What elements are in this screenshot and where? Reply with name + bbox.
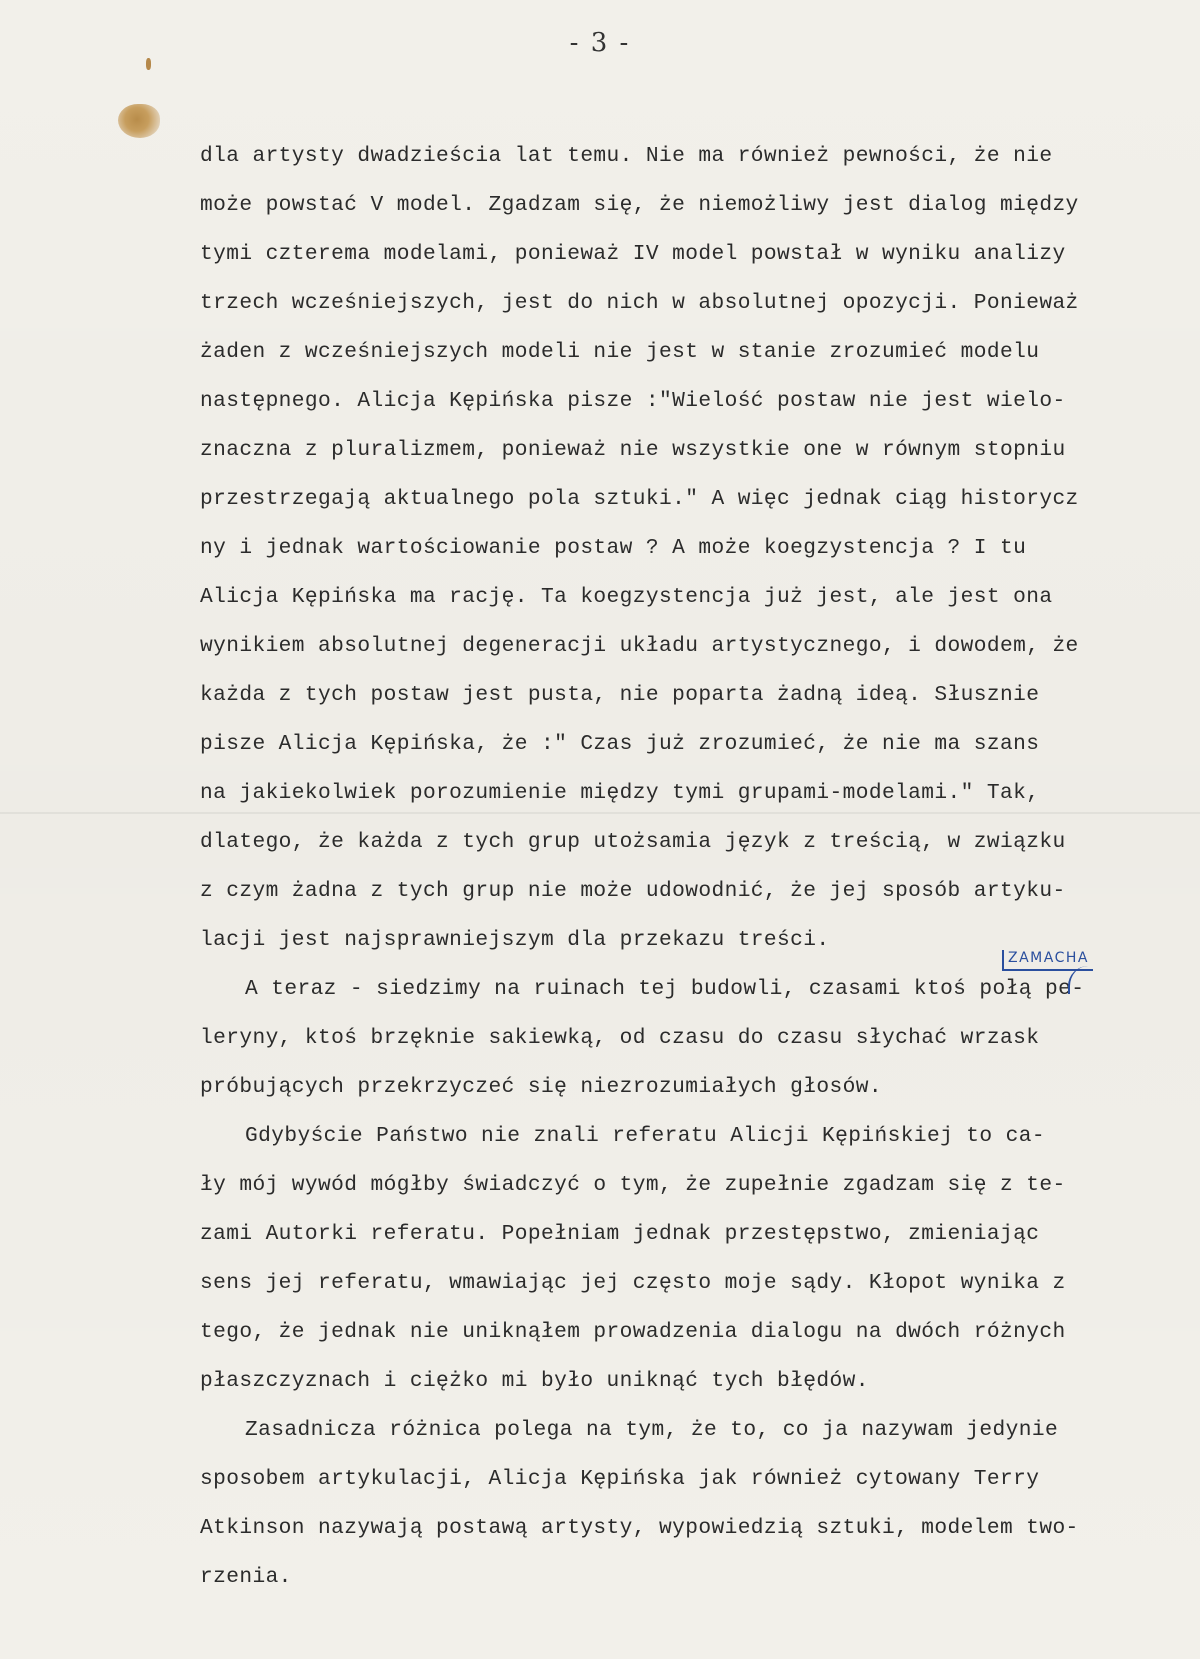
text-line: znaczna z pluralizmem, ponieważ nie wszystkie one w równym stopniu xyxy=(200,438,1066,462)
text-line: Zasadnicza różnica polega na tym, że to, co ja nazywam jedynie xyxy=(245,1418,1059,1442)
text-line: lacji jest najsprawniejszym dla przekazu treści. xyxy=(200,928,830,952)
text-line: płaszczyznach i ciężko mi było uniknąć tych błędów. xyxy=(200,1369,869,1393)
text-line: następnego. Alicja Kępińska pisze :"Wielość postaw nie jest wielo- xyxy=(200,389,1066,413)
text-line: A teraz - siedzimy na ruinach tej budowli, czasami ktoś połą pe- xyxy=(245,977,1085,1001)
text-line: Alicja Kępińska ma rację. Ta koegzystencja już jest, ale jest ona xyxy=(200,585,1053,609)
text-line: dla artysty dwadzieścia lat temu. Nie ma również pewności, że nie xyxy=(200,144,1053,168)
text-line: tego, że jednak nie uniknąłem prowadzenia dialogu na dwóch różnych xyxy=(200,1320,1066,1344)
text-line: przestrzegają aktualnego pola sztuki." A więc jednak ciąg historycz xyxy=(200,487,1079,511)
text-line: może powstać V model. Zgadzam się, że niemożliwy jest dialog między xyxy=(200,193,1079,217)
text-line: wynikiem absolutnej degeneracji układu artystycznego, i dowodem, że xyxy=(200,634,1079,658)
stain-mark xyxy=(146,58,151,70)
text-line: pisze Alicja Kępińska, że :" Czas już zrozumieć, że nie ma szans xyxy=(200,732,1040,756)
annotation-mark xyxy=(1068,966,1106,994)
text-line: rzenia. xyxy=(200,1565,292,1589)
text-line: Gdybyście Państwo nie znali referatu Alicji Kępińskiej to ca- xyxy=(245,1124,1045,1148)
text-line: tymi czterema modelami, ponieważ IV model powstał w wyniku analizy xyxy=(200,242,1066,266)
text-line: ły mój wywód mógłby świadczyć o tym, że zupełnie zgadzam się z te- xyxy=(200,1173,1066,1197)
stain-mark xyxy=(118,104,160,138)
text-line: sens jej referatu, wmawiając jej często moje sądy. Kłopot wynika z xyxy=(200,1271,1066,1295)
text-line: żaden z wcześniejszych modeli nie jest w stanie zrozumieć modelu xyxy=(200,340,1040,364)
text-line: próbujących przekrzyczeć się niezrozumiałych głosów. xyxy=(200,1075,882,1099)
typewritten-body xyxy=(200,132,1200,1602)
text-line: dlatego, że każda z tych grup utożsamia język z treścią, w związku xyxy=(200,830,1066,854)
page-number: - 3 - xyxy=(569,28,631,58)
text-line: na jakiekolwiek porozumienie między tymi grupami-modelami." Tak, xyxy=(200,781,1040,805)
text-line: Atkinson nazywają postawą artysty, wypowiedzią sztuki, modelem two- xyxy=(200,1516,1079,1540)
text-line: z czym żadna z tych grup nie może udowodnić, że jej sposób artyku- xyxy=(200,879,1066,903)
text-line: leryny, ktoś brzęknie sakiewką, od czasu do czasu słychać wrzask xyxy=(200,1026,1040,1050)
text-line: trzech wcześniejszych, jest do nich w absolutnej opozycji. Ponieważ xyxy=(200,291,1079,315)
text-line: sposobem artykulacji, Alicja Kępińska jak również cytowany Terry xyxy=(200,1467,1040,1491)
handwritten-annotation: ZAMACHA xyxy=(1008,950,1089,966)
text-line: każda z tych postaw jest pusta, nie poparta żadną ideą. Słusznie xyxy=(200,683,1040,707)
text-line: ny i jednak wartościowanie postaw ? A może koegzystencja ? I tu xyxy=(200,536,1027,560)
text-line: zami Autorki referatu. Popełniam jednak przestępstwo, zmieniając xyxy=(200,1222,1040,1246)
